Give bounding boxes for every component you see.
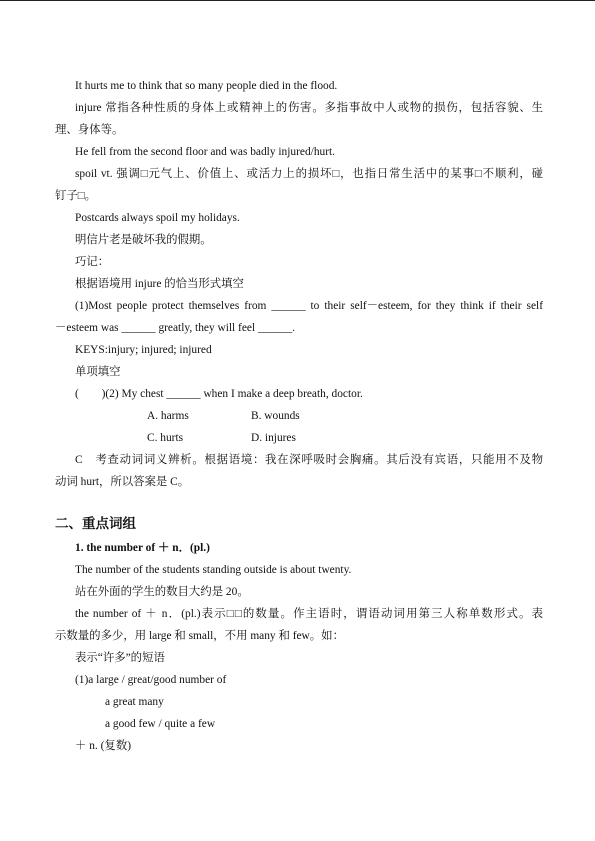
option-d: D. injures bbox=[251, 432, 296, 444]
exercise-question: ( )(2) My chest ______ when I make a deep breath, doctor. bbox=[75, 388, 363, 400]
option-a: A. harms bbox=[147, 410, 189, 422]
usage-paragraph: the number of ＋ n．(pl.)表示□□的数量。作主语时，谓语动词用第三人称单数形式。表 bbox=[75, 608, 543, 620]
phrase-item: (1)a large / great/good number of bbox=[75, 674, 227, 686]
phrase-heading: 1. the number of ＋ n．(pl.) bbox=[75, 542, 210, 554]
option-b: B. wounds bbox=[251, 410, 300, 422]
option-c: C. hurts bbox=[147, 432, 184, 444]
exercise-question: (1)Most people protect themselves from ______ to their self－esteem, for they think if their self bbox=[75, 300, 543, 312]
definition-paragraph: injure 常指各种性质的身体上或精神上的伤害。多指事故中人或物的损伤，包括容貌、生 bbox=[75, 102, 543, 114]
definition-paragraph: 理、身体等。 bbox=[55, 124, 124, 136]
example-sentence: He fell from the second floor and was badly injured/hurt. bbox=[75, 146, 336, 158]
label-mnemonic: 巧记： bbox=[75, 256, 110, 268]
phrase-item: a great many bbox=[105, 696, 164, 708]
usage-paragraph: 示数量的多少，用 large 和 small，不用 many 和 few。如： bbox=[55, 630, 344, 642]
answer-explanation: C 考查动词词义辨析。根据语境：我在深呼吸时会胸痛。其后没有宾语，只能用不及物 bbox=[75, 454, 543, 466]
definition-paragraph: 钉子□。 bbox=[55, 190, 97, 202]
section-heading: 二、重点词组 bbox=[55, 516, 136, 532]
exercise-question: －esteem was ______ greatly, they will feel ______. bbox=[55, 322, 295, 334]
example-sentence: It hurts me to think that so many people died in the flood. bbox=[75, 80, 338, 92]
exercise-instruction: 单项填空 bbox=[75, 366, 121, 378]
example-sentence: Postcards always spoil my holidays. bbox=[75, 212, 240, 224]
phrase-item: a good few / quite a few bbox=[105, 718, 216, 730]
translation: 明信片老是破坏我的假期。 bbox=[75, 234, 212, 246]
exercise-instruction: 根据语境用 injure 的恰当形式填空 bbox=[75, 278, 244, 290]
page-top-rule bbox=[0, 0, 595, 1]
definition-paragraph: spoil vt. 强调□元气上、价值上、或活力上的损坏□，也指日常生活中的某事□不顺利，碰 bbox=[75, 168, 543, 180]
phrase-item: ＋ n. (复数) bbox=[75, 740, 131, 752]
translation: 站在外面的学生的数目大约是 20。 bbox=[75, 586, 249, 598]
answer-keys: KEYS:injury; injured; injured bbox=[75, 344, 212, 356]
example-sentence: The number of the students standing outside is about twenty. bbox=[75, 564, 352, 576]
answer-explanation: 动词 hurt，所以答案是 C。 bbox=[55, 476, 190, 488]
subheading: 表示“许多”的短语 bbox=[75, 652, 165, 664]
